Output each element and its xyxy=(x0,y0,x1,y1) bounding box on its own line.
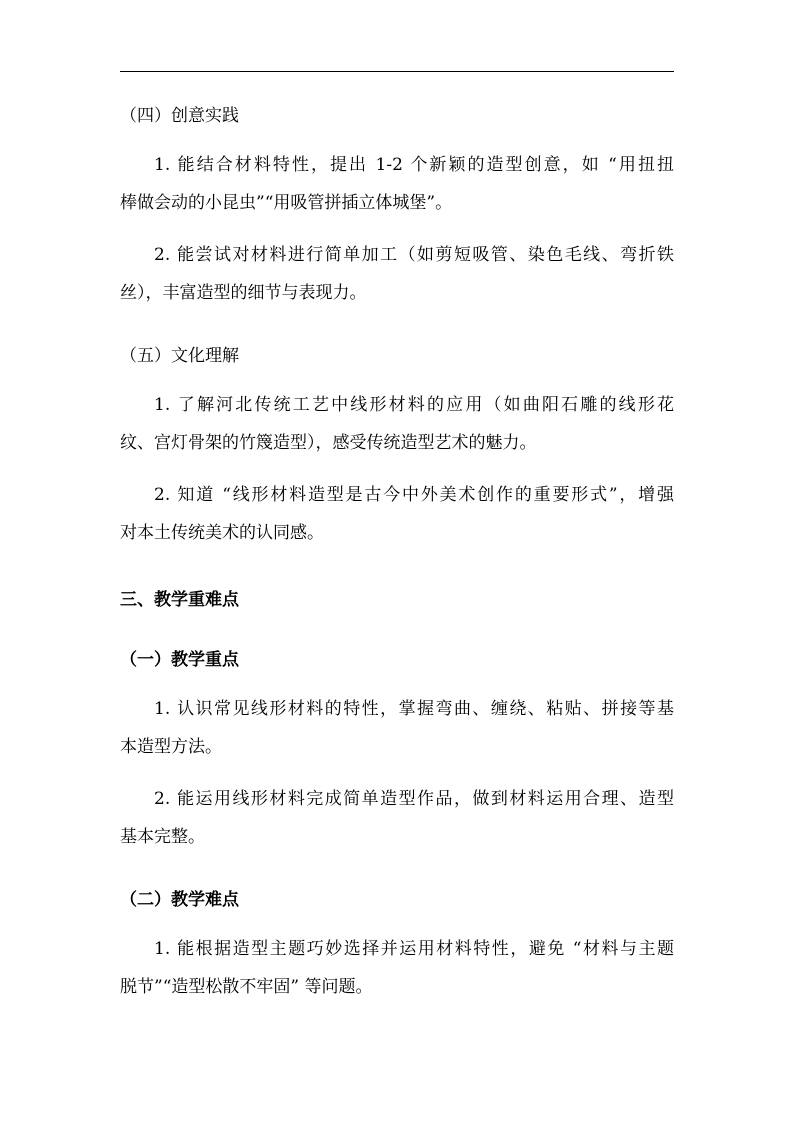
paragraph-line: 脱节”“造型松散不牢固” 等问题。 xyxy=(120,977,373,997)
paragraph-line: 基本完整。 xyxy=(120,827,205,847)
paragraph-line: 1. 能根据造型主题巧妙选择并运用材料特性，避免 “材料与主题 xyxy=(154,939,674,959)
paragraph-line: 1. 能结合材料特性，提出 1-2 个新颖的造型创意，如 “用扭扭 xyxy=(154,155,674,175)
paragraph-line: 2. 能尝试对材料进行简单加工（如剪短吸管、染色毛线、弯折铁 xyxy=(154,245,674,265)
paragraph xyxy=(120,476,674,552)
paragraph-line: 1. 了解河北传统工艺中线形材料的应用（如曲阳石雕的线形花 xyxy=(154,395,674,415)
paragraph xyxy=(120,236,674,312)
paragraph-line: 1. 认识常见线形材料的特性，掌握弯曲、缠绕、粘贴、拼接等基 xyxy=(154,699,674,719)
paragraph-line: 对本土传统美术的认同感。 xyxy=(120,523,324,543)
paragraph-line: 纹、宫灯骨架的竹篾造型），感受传统造型艺术的魅力。 xyxy=(120,433,537,453)
paragraph xyxy=(120,930,674,1006)
paragraph-line: 棒做会动的小昆虫”“用吸管拼插立体城堡”。 xyxy=(120,193,453,213)
paragraph xyxy=(120,386,674,462)
section-heading-cultural-understanding: （五）文化理解 xyxy=(120,346,239,366)
paragraph-line: 本造型方法。 xyxy=(120,737,222,757)
section-heading-difficulties: （二）教学难点 xyxy=(120,890,239,910)
paragraph xyxy=(120,690,674,766)
section-heading-key-points: （一）教学重点 xyxy=(120,650,239,670)
paragraph-line: 2. 知道 “线形材料造型是古今中外美术创作的重要形式”，增强 xyxy=(154,485,674,505)
section-heading-creative-practice: （四）创意实践 xyxy=(120,106,239,126)
paragraph-line: 丝），丰富造型的细节与表现力。 xyxy=(120,283,367,303)
paragraph xyxy=(120,146,674,222)
paragraph-line: 2. 能运用线形材料完成简单造型作品，做到材料运用合理、造型 xyxy=(154,789,674,809)
header-rule xyxy=(120,71,674,72)
paragraph xyxy=(120,780,674,856)
chapter-heading: 三、教学重难点 xyxy=(120,590,239,610)
